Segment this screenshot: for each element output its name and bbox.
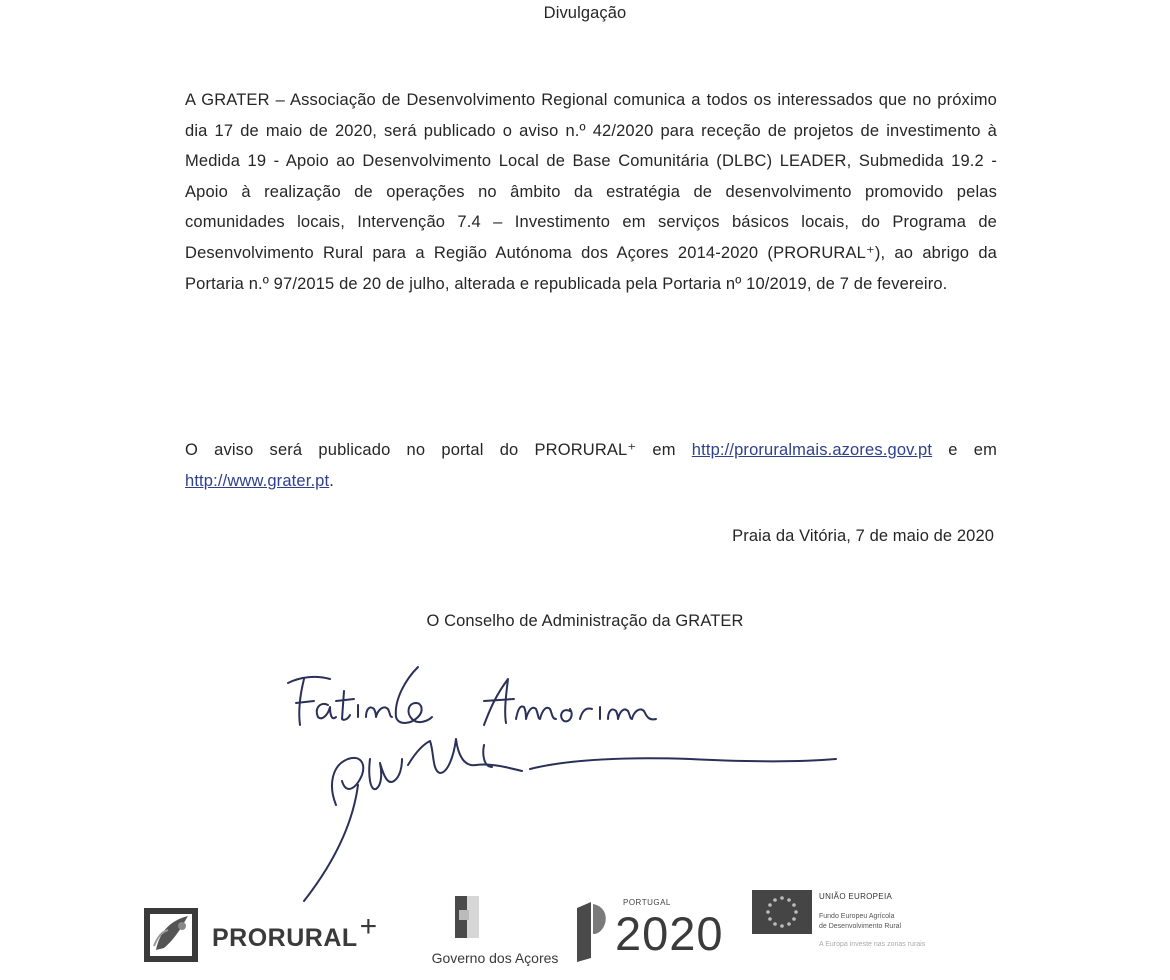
leader-logo <box>142 886 202 966</box>
prorural-logo <box>212 910 378 954</box>
sponsor-logos <box>0 880 1170 980</box>
publication-lead-text: O aviso será publicado no portal do PRORURAL⁺ em <box>185 441 692 459</box>
portugal-2020-logo <box>575 888 745 968</box>
grater-website-link[interactable]: http://www.grater.pt <box>185 471 330 490</box>
eu-fund-line-2: de Desenvolvimento Rural <box>819 923 902 930</box>
azores-logo-text: Governo dos Açores <box>431 950 559 966</box>
handwritten-signature <box>270 655 850 905</box>
prorural-logo-text: PRORURAL <box>212 924 358 952</box>
eu-logo <box>752 890 1012 970</box>
publication-paragraph <box>185 435 997 496</box>
announcement-paragraph: A GRATER – Associação de Desenvolvimento Regional comunica a todos os interessados que no próximo dia 17 de maio de 2020, será publicado o aviso n.º 42/2020 para receção de projetos de investimento à Medida 19 - Apoio ao Desenvolvimento Local de Base Comunitária (DLBC) LEADER, Submedida 19.2 - Apoio à realização de operações no âmbito da estratégia de desenvolvimento promovido pelas comunidades locais, Intervenção 7.4 – Investimento em serviços básicos locais, do Programa de Desenvolvimento Rural para a Região Autónoma dos Açores 2014-2020 (PRORURAL⁺), ao abrigo da Portaria n.º 97/2015 de 20 de julho, alterada e republicada pela Portaria nº 10/2019, de 7 de fevereiro. <box>185 91 997 293</box>
portugal-2020-year: 2020 <box>615 907 724 960</box>
eu-fund-line-1: Fundo Europeu Agrícola <box>819 913 895 920</box>
publication-mid-text: e em <box>932 441 997 459</box>
prorural-plus-text: + <box>359 910 378 943</box>
eu-flag-icon <box>752 890 812 934</box>
eu-title: UNIÃO EUROPEIA <box>819 892 893 901</box>
document-heading: Divulgação <box>543 4 627 22</box>
signatory-title: O Conselho de Administração da GRATER <box>426 612 744 630</box>
governo-acores-logo <box>425 894 565 970</box>
azores-emblem-icon <box>455 896 479 938</box>
eu-note: A Europa investe nas zonas rurais <box>819 941 926 948</box>
prorural-portal-link[interactable]: http://proruralmais.azores.gov.pt <box>691 441 933 459</box>
portugal-label: PORTUGAL <box>623 898 671 907</box>
portugal-2020-mark-icon <box>575 900 609 962</box>
publication-end-text: . <box>329 471 334 490</box>
eu-fund-name <box>819 912 939 932</box>
place-and-date: Praia da Vitória, 7 de maio de 2020 <box>732 527 994 545</box>
